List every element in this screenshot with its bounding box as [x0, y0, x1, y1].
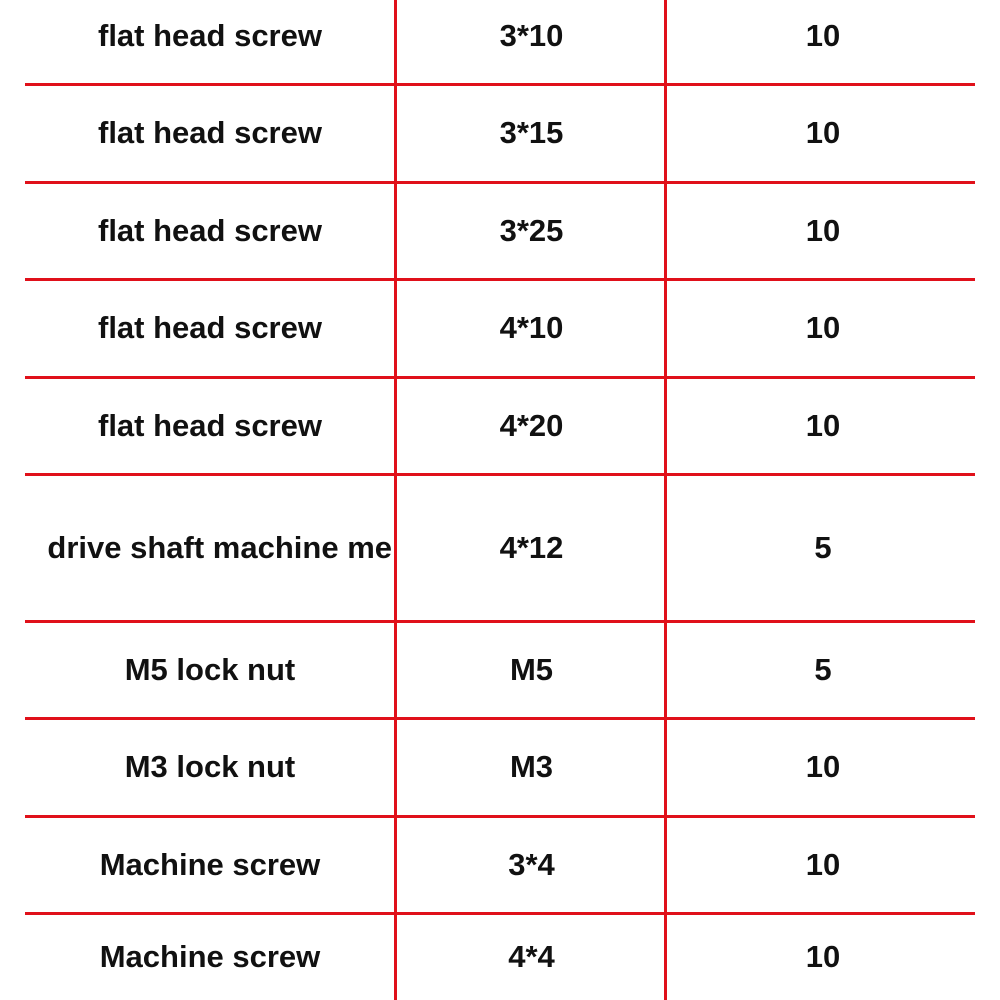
table-cell-name: M3 lock nut [124, 749, 296, 784]
row-divider [25, 717, 975, 720]
row-divider [25, 473, 975, 476]
table-cell-qty: 10 [805, 18, 841, 53]
table-cell-size: M5 [509, 651, 554, 687]
table-cell-name: flat head screw [98, 212, 322, 248]
table-cell-name: flat head screw [98, 18, 322, 53]
row-divider [25, 815, 975, 818]
table-cell-qty: 5 [814, 529, 832, 565]
row-divider [25, 181, 975, 184]
table-cell-qty: 10 [805, 310, 841, 345]
table-cell-qty: 10 [805, 749, 841, 784]
row-divider [25, 620, 975, 623]
table-cell-name: flat head screw [98, 115, 322, 150]
table-cell-qty: 10 [805, 846, 841, 882]
table-cell-name: flat head screw [98, 310, 322, 345]
table-cell-size: 4*12 [499, 529, 564, 565]
table-cell-name: drive shaft machine me [47, 529, 392, 565]
row-divider [25, 278, 975, 281]
table-cell-size: 3*25 [499, 212, 564, 248]
row-divider [25, 376, 975, 379]
table-cell-size: 4*10 [499, 310, 564, 345]
row-divider [25, 912, 975, 915]
table-cell-qty: 5 [814, 651, 832, 687]
table-cell-size: 4*20 [499, 407, 564, 443]
table-cell-size: M3 [509, 749, 554, 784]
row-divider [25, 83, 975, 86]
table-cell-qty: 10 [805, 212, 841, 248]
table-cell-size: 3*4 [508, 846, 555, 882]
table-cell-qty: 10 [805, 938, 841, 974]
table-cell-name: M5 lock nut [124, 651, 296, 687]
table-cell-size: 3*10 [499, 18, 564, 53]
column-divider [664, 0, 667, 1000]
table-cell-name: flat head screw [98, 407, 322, 443]
table-cell-size: 4*4 [508, 938, 555, 974]
table-cell-qty: 10 [805, 407, 841, 443]
table-cell-size: 3*15 [499, 115, 564, 150]
table-cell-name: Machine screw [99, 938, 321, 974]
table-cell-name: Machine screw [99, 846, 321, 882]
table-cell-qty: 10 [805, 115, 841, 150]
column-divider [394, 0, 397, 1000]
